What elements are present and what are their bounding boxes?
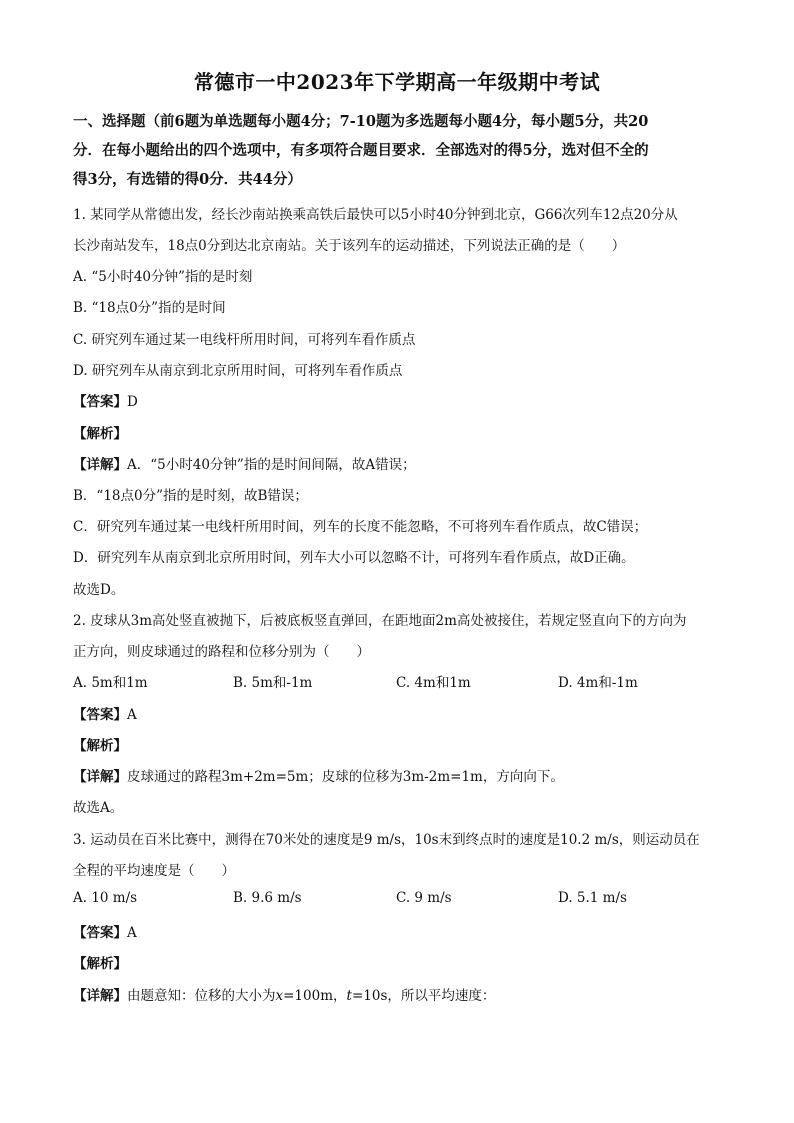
q2-option-d: D. 4m和-1m bbox=[558, 675, 638, 691]
q1-option-c: C. 研究列车通过某一电线杆所用时间，可将列车看作质点 bbox=[73, 332, 416, 348]
section-heading-line-2: 分．在每小题给出的四个选项中，有多项符合题目要求．全部选对的得5分，选对但不全的 bbox=[73, 142, 649, 159]
q3-answer bbox=[73, 921, 137, 941]
detail-text-a: 由题意知：位移的大小为 bbox=[127, 988, 276, 1004]
variable-t: t bbox=[346, 988, 352, 1004]
q1-answer bbox=[73, 390, 138, 410]
q1-option-b: B. “18点0分”指的是时间 bbox=[73, 300, 226, 316]
q1-detail-line-1 bbox=[73, 453, 416, 473]
detail-text: A．“5小时40分钟”指的是时间间隔，故A错误； bbox=[127, 457, 416, 473]
q1-detail-line-2: B．“18点0分”指的是时刻，故B错误； bbox=[73, 488, 308, 504]
q2-option-b: B. 5m和-1m bbox=[233, 675, 313, 691]
answer-tag: 【答案】 bbox=[73, 394, 127, 410]
q3-option-d: D. 5.1 m/s bbox=[558, 890, 627, 906]
variable-x: x bbox=[275, 988, 284, 1004]
answer-tag: 【答案】 bbox=[73, 925, 127, 941]
q3-option-b: B. 9.6 m/s bbox=[233, 890, 302, 906]
q2-option-a: A. 5m和1m bbox=[73, 675, 148, 691]
detail-tag: 【详解】 bbox=[73, 769, 127, 785]
q1-conclusion: 故选D。 bbox=[73, 582, 125, 598]
answer-value: A bbox=[127, 707, 137, 723]
q2-conclusion: 故选A。 bbox=[73, 800, 124, 816]
answer-value: D bbox=[127, 394, 138, 410]
q1-option-d: D. 研究列车从南京到北京所用时间，可将列车看作质点 bbox=[73, 363, 403, 379]
q2-detail-line-1 bbox=[73, 765, 564, 785]
answer-tag: 【答案】 bbox=[73, 707, 127, 723]
detail-tag: 【详解】 bbox=[73, 457, 127, 473]
q3-stem-line-2: 全程的平均速度是（ ） bbox=[73, 863, 235, 879]
q1-analysis-tag: 【解析】 bbox=[73, 426, 127, 442]
q2-stem-line-1: 2. 皮球从3m高处竖直被抛下，后被底板竖直弹回，在距地面2m高处被接住，若规定竖直向下的方向为 bbox=[73, 613, 687, 629]
q1-stem-line-2: 长沙南站发车，18点0分到达北京南站。关于该列车的运动描述，下列说法正确的是（ ） bbox=[73, 238, 626, 254]
answer-value: A bbox=[127, 925, 137, 941]
q2-analysis-tag: 【解析】 bbox=[73, 738, 127, 754]
detail-text-c: =10s，所以平均速度： bbox=[351, 988, 496, 1004]
detail-text-b: =100m， bbox=[283, 988, 347, 1004]
detail-tag: 【详解】 bbox=[73, 988, 127, 1004]
q1-option-a: A. “5小时40分钟”指的是时刻 bbox=[73, 269, 253, 285]
q3-detail-line-1 bbox=[73, 984, 495, 1004]
q3-stem-line-1: 3. 运动员在百米比赛中，测得在70米处的速度是9 m/s，10s末到终点时的速度是10.2 m/s，则运动员在 bbox=[73, 832, 700, 848]
q3-analysis-tag: 【解析】 bbox=[73, 956, 127, 972]
q1-detail-line-3: C．研究列车通过某一电线杆所用时间，列车的长度不能忽略，不可将列车看作质点，故C错误； bbox=[73, 519, 648, 535]
detail-text: 皮球通过的路程3m+2m=5m；皮球的位移为3m-2m=1m，方向向下。 bbox=[127, 769, 564, 785]
q2-option-c: C. 4m和1m bbox=[396, 675, 471, 691]
q2-answer bbox=[73, 703, 137, 723]
q2-stem-line-2: 正方向，则皮球通过的路程和位移分别为（ ） bbox=[73, 644, 370, 660]
page-title: 常德市一中2023年下学期高一年级期中考试 bbox=[193, 70, 601, 94]
section-heading-line-3: 得3分，有选错的得0分．共44分） bbox=[73, 171, 302, 188]
q3-option-a: A. 10 m/s bbox=[73, 890, 138, 906]
q1-stem-line-1: 1. 某同学从常德出发，经长沙南站换乘高铁后最快可以5小时40分钟到北京，G66次列车12点20分从 bbox=[73, 207, 678, 223]
section-heading-line-1: 一、选择题（前6题为单选题每小题4分；7-10题为多选题每小题4分，每小题5分，共20 bbox=[73, 113, 649, 130]
q1-detail-line-4: D．研究列车从南京到北京所用时间，列车大小可以忽略不计，可将列车看作质点，故D正确。 bbox=[73, 550, 635, 566]
q3-option-c: C. 9 m/s bbox=[396, 890, 452, 906]
